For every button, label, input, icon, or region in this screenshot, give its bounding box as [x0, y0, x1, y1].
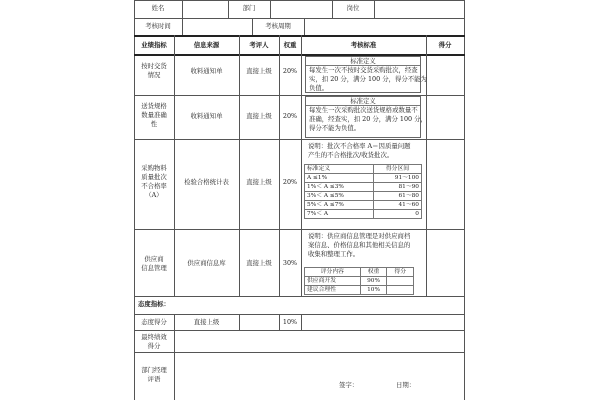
row2-standard-box: [305, 96, 427, 138]
final-score-field[interactable]: [175, 331, 464, 351]
row3-std-text: 说明：批次不合格率 A＝因质量问题 产生的不合格批次/收货批次。: [308, 142, 411, 159]
grid-cell: 5%＜ A ≤7%: [305, 201, 374, 210]
row1-assessor: 直接上级: [246, 67, 272, 75]
row4-grid: [304, 267, 414, 295]
final-score-label: 最终绩效 得分: [141, 333, 167, 350]
row2-std-title: 标准定义: [306, 97, 420, 106]
review-time-label: 考核时间: [145, 22, 171, 30]
grid-cell: 3%＜ A ≤5%: [305, 192, 374, 201]
row1-std-title: 标准定义: [306, 57, 420, 66]
col-standard: 考核标准: [350, 41, 377, 49]
row2-assessor: 直接上级: [246, 112, 272, 120]
attitude-weight: 10%: [282, 318, 298, 326]
col-score: 得分: [438, 41, 452, 49]
dept-label: 部门: [242, 4, 256, 12]
grid-cell: 61～80: [373, 192, 421, 201]
grid-header-cell: 得分区间: [373, 165, 421, 174]
row1-weight: 20%: [282, 67, 298, 75]
name-field[interactable]: [183, 1, 227, 17]
review-period-label: 考核周期: [265, 22, 291, 30]
row1-score[interactable]: [427, 55, 464, 94]
manager-comment-field[interactable]: [175, 353, 464, 378]
row2-weight: 20%: [282, 112, 298, 120]
grid-score-cell[interactable]: [387, 286, 414, 295]
grid-header-cell: 标准定义: [305, 165, 374, 174]
grid-cell: 0: [373, 210, 421, 219]
attitude-score-field[interactable]: [302, 315, 464, 329]
attitude-section-title: 态度指标：: [138, 300, 170, 308]
grid-header-cell: 得分: [387, 268, 414, 277]
row1-source: 收料通知单: [190, 67, 223, 75]
row4-source: 供应商信息库: [187, 259, 226, 267]
row4-score[interactable]: [427, 230, 464, 295]
grid-cell: 10%: [360, 286, 387, 295]
row1-standard-box: [305, 56, 427, 93]
row3-grid: [304, 164, 422, 219]
post-field[interactable]: [375, 1, 463, 17]
row3-score[interactable]: [427, 140, 464, 228]
grid-cell: 7%＜ A: [305, 210, 374, 219]
grid-cell: 建议合理性: [305, 286, 361, 295]
grid-cell: 41～60: [373, 201, 421, 210]
manager-comment-label: 部门经理 评语: [141, 366, 167, 383]
appraisal-form: [134, 0, 465, 400]
row4-indicator: 供应商 信息管理: [141, 255, 167, 272]
grid-cell: 81～90: [373, 183, 421, 192]
row4-weight: 30%: [282, 259, 298, 267]
date-label: 日期：: [396, 381, 416, 389]
grid-score-cell[interactable]: [387, 277, 414, 286]
review-time-field[interactable]: [183, 19, 251, 34]
grid-cell: A ≤1%: [305, 174, 374, 183]
row4-assessor: 直接上级: [246, 259, 272, 267]
post-label: 岗位: [346, 4, 360, 12]
row2-score[interactable]: [427, 96, 464, 138]
grid-cell: 1%＜ A ≤3%: [305, 183, 374, 192]
col-assessor: 考评人: [249, 41, 269, 49]
signature-label: 签字：: [339, 381, 359, 389]
row2-std-text: 每发生一次采购批次送货规格或数量不 准确，经查实，扣 20 分，满分 100 分， 得分不能为负值。: [309, 106, 427, 132]
row1-std-text: 每发生一次不按时交货采购批次，经查 实，扣 20 分，满分 100 分，得分不能为 负值。: [309, 66, 427, 92]
grid-header-cell: 权重: [360, 268, 387, 277]
name-label: 姓名: [151, 4, 165, 12]
attitude-score-label: 态度得分: [141, 318, 167, 326]
row4-std-text: 说明：供应商信息管理是对供应商档 案信息、价格信息和其他相关信息的 收集和整理工作。: [308, 232, 411, 258]
col-indicator: 业绩指标: [141, 41, 167, 49]
row2-source: 收料通知单: [190, 112, 223, 120]
review-period-field[interactable]: [305, 19, 463, 34]
grid-header-cell: 评分内容: [305, 268, 361, 277]
row1-indicator: 按时交货 情况: [141, 62, 167, 79]
row3-assessor: 直接上级: [246, 178, 272, 186]
row2-indicator: 送货规格 数量准确 性: [141, 102, 167, 128]
row3-source: 检验合格统计表: [184, 178, 229, 186]
col-weight: 权重: [283, 41, 297, 49]
grid-cell: 90%: [360, 277, 387, 286]
grid-cell: 91～100: [373, 174, 421, 183]
col-source: 信息来源: [193, 41, 220, 49]
row3-indicator: 采购物料 质量批次 不合格率 （A）: [141, 164, 167, 199]
attitude-assessor: 直接上级: [193, 318, 220, 326]
grid-cell: 供应商开发: [305, 277, 361, 286]
row3-weight: 20%: [282, 178, 298, 186]
dept-field[interactable]: [271, 1, 331, 17]
